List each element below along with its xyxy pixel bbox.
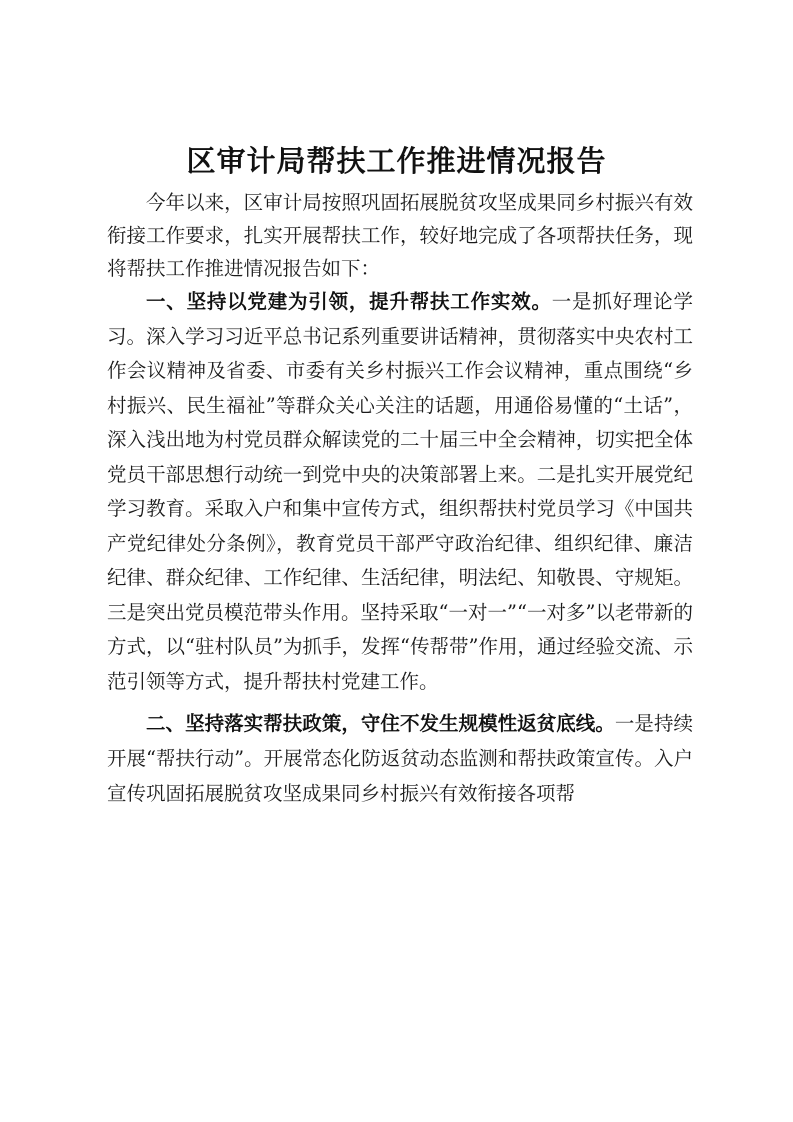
section-2-heading: 二、坚持落实帮扶政策，守住不发生规模性返贫底线。	[146, 712, 615, 735]
section-1-body: 一是抓好理论学习。深入学习习近平总书记系列重要讲话精神，贯彻落实中央农村工作会议精神及省委、市委有关乡村振兴工作会议精神，重点围绕“乡村振兴、民生福祉”等群众关心关注的话题，用通俗易懂的“土话”，深入浅出地为村党员群众解读党的二十届三中全会精神，切实把全体党员干部思想行动统一到党中央的决策部署上来。二是扎实开展党纪学习教育。采取入户和集中宣传方式，组织帮扶村党员学习《中国共产党纪律处分条例》，教育党员干部严守政治纪律、组织纪律、廉洁纪律、群众纪律、工作纪律、生活纪律，明法纪、知敬畏、守规矩。三是突出党员模范带头作用。坚持采取“一对一”“一对多”以老带新的方式，以“驻村队员”为抓手，发挥“传帮带”作用，通过经验交流、示范引领等方式，提升帮扶村党建工作。	[107, 290, 693, 693]
document-title: 区审计局帮扶工作推进情况报告	[186, 144, 607, 178]
section-1-heading: 一、坚持以党建为引领，提升帮扶工作实效。	[146, 290, 552, 313]
section-1-paragraph	[107, 285, 693, 699]
intro-paragraph: 今年以来，区审计局按照巩固拓展脱贫攻坚成果同乡村振兴有效衔接工作要求，扎实开展帮扶工作，较好地完成了各项帮扶任务，现将帮扶工作推进情况报告如下：	[107, 191, 693, 280]
section-2-paragraph	[107, 706, 693, 811]
document-body	[107, 186, 693, 811]
section-2-body: 一是持续开展“帮扶行动”。开展常态化防返贫动态监测和帮扶政策宣传。入户宣传巩固拓展脱贫攻坚成果同乡村振兴有效衔接各项帮	[107, 712, 693, 805]
